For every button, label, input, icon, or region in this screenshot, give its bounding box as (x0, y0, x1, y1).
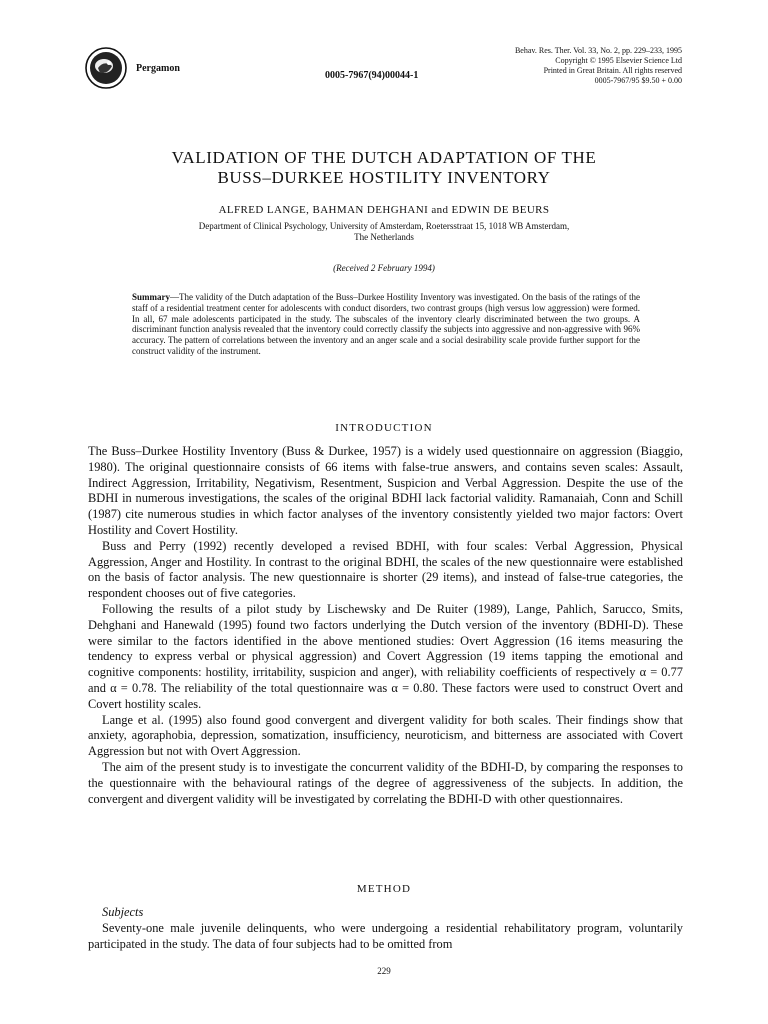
summary-abstract (132, 292, 640, 357)
method-heading: METHOD (356, 883, 412, 895)
affiliation-line-1: Department of Clinical Psychology, University of Amsterdam, Roetersstraat 15, 1018 WB Amsterdam, (198, 221, 570, 231)
issn-code: 0005-7967(94)00044-1 (325, 70, 419, 81)
title-line-1: VALIDATION OF THE DUTCH ADAPTATION OF THE (171, 148, 597, 167)
introduction-body (88, 444, 683, 807)
summary-label: Summary (132, 292, 170, 302)
journal-line-2: Copyright © 1995 Elsevier Science Ltd (555, 56, 682, 65)
pergamon-logo-icon (84, 46, 128, 90)
intro-paragraph-1: The Buss–Durkee Hostility Inventory (Buss & Durkee, 1957) is a widely used questionnaire on aggression (Biaggio, 1980). The original questionnaire consists of 66 items with false-true answers, and contains seven scales: Assault, Indirect Aggression, Irritability, Negativism, Resentment, Suspicion and Verbal Aggression. Despite the use of the BDHI in numerous investigations, the scales of the original BDHI lack factorial validity. Ramanaiah, Conn and Schill (1987) cite numerous studies in which factor analyses of the inventory consistently yielded two major factors: Overt Hostility and Covert Hostility. (88, 444, 683, 537)
introduction-heading: INTRODUCTION (335, 422, 433, 434)
journal-line-4: 0005-7967/95 $9.50 + 0.00 (594, 76, 682, 85)
page-number: 229 (377, 966, 391, 976)
publisher-name: Pergamon (136, 62, 180, 74)
method-body (88, 905, 683, 952)
journal-citation (515, 46, 682, 86)
intro-paragraph-5: The aim of the present study is to investigate the concurrent validity of the BDHI-D, by comparing the responses to the questionnaire with the behavioural ratings of the degree of aggressiveness of the subjects. In addition, the convergent and divergent validity will be investigated by correlating the BDHI-D with other questionnaires. (88, 759, 683, 806)
intro-paragraph-4: Lange et al. (1995) also found good convergent and divergent validity for both scales. Their findings show that anxiety, agoraphobia, depression, somatization, insufficiency, neuroticism, and bitterness are associated with Covert Aggression but not with Overt Aggression. (88, 712, 683, 759)
affiliation (84, 221, 684, 243)
summary-text: —The validity of the Dutch adaptation of the Buss–Durkee Hostility Inventory was investigated. On the basis of the ratings of the staff of a residential treatment center for adolescents with conduct disorders, two contrast groups (high versus low aggression) were formed. In all, 67 male adolescents participated in the study. The subscales of the inventory clearly discriminated between the two groups. A discriminant function analysis revealed that the inventory could correctly classify the subjects into aggressive and non-aggressive with 96% accuracy. The pattern of correlations between the inventory and an anger scale and a social desirability scale provide further support for the construct validity of the instrument. (132, 292, 640, 356)
journal-line-3: Printed in Great Britain. All rights reserved (543, 66, 682, 75)
author-list: ALFRED LANGE, BAHMAN DEHGHANI and EDWIN DE BEURS (218, 204, 550, 216)
intro-paragraph-2: Buss and Perry (1992) recently developed a revised BDHI, with four scales: Verbal Aggression, Physical Aggression, Anger and Hostility. In contrast to the original BDHI, the scales of the new questionnaire were established on the basis of factor analysis. The new questionnaire is shorter (29 items), and instead of false-true categories, the respondent chooses out of five categories. (88, 538, 683, 601)
subjects-paragraph: Seventy-one male juvenile delinquents, who were undergoing a residential rehabilitatory program, voluntarily participated in the study. The data of four subjects had to be omitted from (88, 920, 683, 951)
affiliation-line-2: The Netherlands (354, 232, 414, 242)
title-line-2: BUSS–DURKEE HOSTILITY INVENTORY (217, 168, 551, 187)
article-title (84, 148, 684, 188)
intro-paragraph-3: Following the results of a pilot study by Lischewsky and De Ruiter (1989), Lange, Pahlich, Sarucco, Smits, Dehghani and Hanewald (1995) found two factors underlying the Dutch version of the inventory (BDHI-D). These were similar to the factors identified in the above mentioned studies: Overt Aggression (16 items measuring the tendency to express verbal or physical aggression) and Covert Aggression (19 items tapping the emotional and cognitive components: hostility, irritability, suspicion and anger), with reliability coefficients of respectively α = 0.77 and α = 0.78. The reliability of the total questionnaire was α = 0.80. These factors were used to construct Overt and Covert hostility scales. (88, 601, 683, 711)
received-date: (Received 2 February 1994) (333, 263, 435, 273)
subjects-subheading: Subjects (102, 905, 144, 919)
publisher-logo-block (84, 46, 180, 90)
journal-line-1: Behav. Res. Ther. Vol. 33, No. 2, pp. 229–233, 1995 (514, 46, 682, 55)
